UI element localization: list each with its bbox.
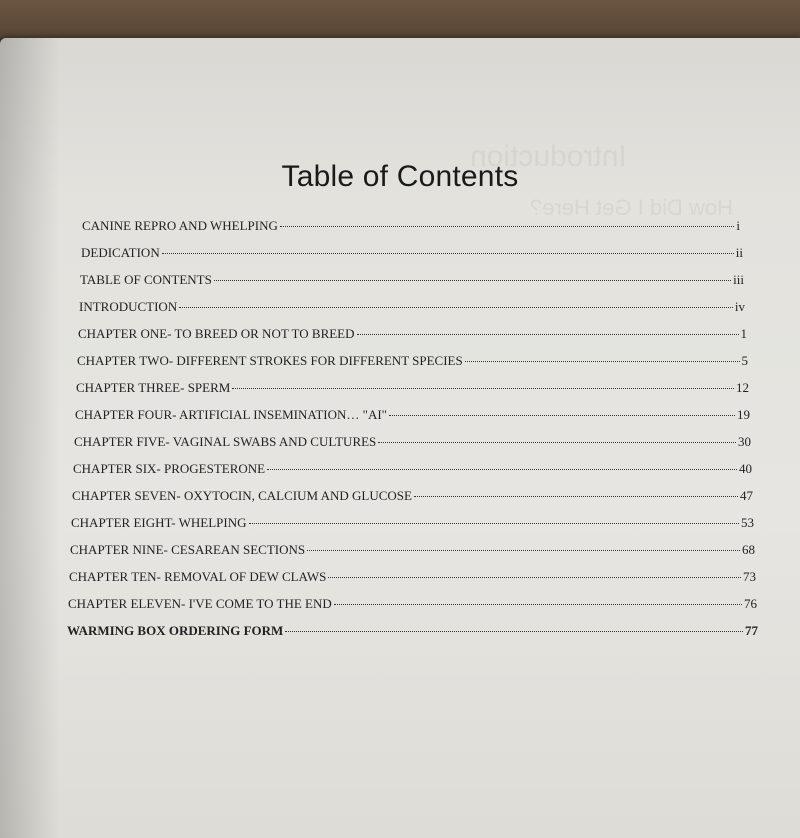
bleed-through-subheading: How Did I Get Here? <box>530 195 733 220</box>
dot-leader <box>280 226 735 227</box>
dot-leader <box>179 307 733 308</box>
dot-leader <box>232 388 734 389</box>
toc-entry-title: TABLE OF CONTENTS <box>80 272 212 287</box>
toc-entry <box>78 326 747 346</box>
toc-entry <box>76 380 749 400</box>
dot-leader <box>414 496 738 497</box>
dot-leader <box>285 631 743 632</box>
toc-entry-page: 40 <box>739 461 752 476</box>
toc-entry-title: CANINE REPRO AND WHELPING <box>82 218 278 233</box>
toc-entry-page: 76 <box>744 596 757 611</box>
toc-entry <box>71 515 754 535</box>
toc-entry-page: ii <box>735 245 743 260</box>
toc-entry-title: CHAPTER ELEVEN- I'VE COME TO THE END <box>68 596 332 611</box>
toc-entry-title: CHAPTER SEVEN- OXYTOCIN, CALCIUM AND GLUCOSE <box>72 488 412 503</box>
toc-entry-title: CHAPTER THREE- SPERM <box>76 380 231 395</box>
toc-entry-page: 19 <box>737 407 750 422</box>
toc-entry <box>67 623 758 643</box>
toc-entry <box>69 569 756 589</box>
toc-entry-page: 1 <box>740 326 747 341</box>
toc-entry-page: 68 <box>742 542 755 557</box>
dot-leader <box>334 604 742 605</box>
dot-leader <box>307 550 740 551</box>
toc-entry-page: 77 <box>745 623 758 638</box>
toc-entry-page: i <box>736 218 740 233</box>
toc-entry <box>77 353 748 373</box>
toc-entry-page: 47 <box>740 488 753 503</box>
dot-leader <box>249 523 740 524</box>
toc-entry <box>74 434 751 454</box>
toc-entry <box>79 299 745 319</box>
toc-entry-page: iv <box>734 299 745 314</box>
toc-entry-title: CHAPTER TEN- REMOVAL OF DEW CLAWS <box>69 569 327 584</box>
toc-entry-title: CHAPTER EIGHT- WHELPING <box>71 515 247 530</box>
dot-leader <box>267 469 737 470</box>
toc-entry-title: CHAPTER TWO- DIFFERENT STROKES FOR DIFFERENT SPECIES <box>77 353 463 368</box>
dot-leader <box>328 577 741 578</box>
page-title: Table of Contents <box>281 160 519 193</box>
dot-leader <box>389 415 735 416</box>
toc-entry <box>68 596 757 616</box>
toc-entry <box>70 542 755 562</box>
toc-entry <box>73 461 752 481</box>
bleed-through-heading: Introduction <box>470 140 627 173</box>
toc-entry-title: CHAPTER FOUR- ARTIFICIAL INSEMINATION… "AI" <box>75 407 387 422</box>
toc-entry-page: 53 <box>741 515 754 530</box>
dot-leader <box>357 334 739 335</box>
toc-entry-page: 12 <box>736 380 749 395</box>
toc-entry <box>81 245 743 265</box>
toc-entry-title: INTRODUCTION <box>79 299 178 314</box>
toc-entry-title: CHAPTER SIX- PROGESTERONE <box>73 461 266 476</box>
dot-leader <box>162 253 734 254</box>
page-gutter-shadow <box>0 38 60 838</box>
dot-leader <box>214 280 731 281</box>
toc-entry <box>75 407 750 427</box>
toc-entry-title: CHAPTER FIVE- VAGINAL SWABS AND CULTURES <box>74 434 377 449</box>
toc-entry-title: DEDICATION <box>81 245 160 260</box>
toc-entry-title: CHAPTER ONE- TO BREED OR NOT TO BREED <box>78 326 355 341</box>
toc-entry <box>80 272 744 292</box>
toc-entry-page: 73 <box>743 569 756 584</box>
toc-entry <box>82 218 740 238</box>
toc-entry-title: CHAPTER NINE- CESAREAN SECTIONS <box>70 542 306 557</box>
toc-entry-title: WARMING BOX ORDERING FORM <box>67 623 284 638</box>
toc-entry <box>72 488 753 508</box>
toc-entry-page: 30 <box>738 434 751 449</box>
toc-entry-page: 5 <box>741 353 748 368</box>
dot-leader <box>465 361 740 362</box>
toc-entry-page: iii <box>733 272 744 287</box>
dot-leader <box>378 442 736 443</box>
